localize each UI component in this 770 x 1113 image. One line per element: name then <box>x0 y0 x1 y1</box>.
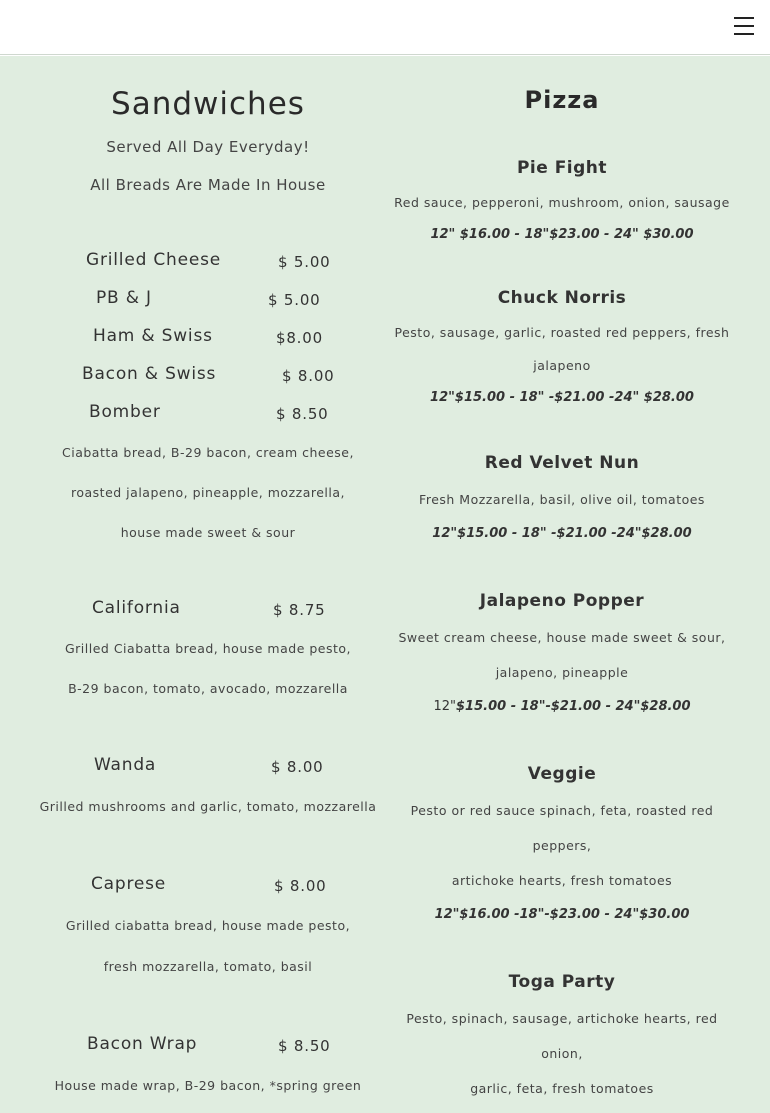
pizza-description: Fresh Mozzarella, basil, olive oil, tomatoes <box>419 492 705 507</box>
pizza-description: artichoke hearts, fresh tomatoes <box>451 873 673 888</box>
item-description: house made sweet & sour <box>120 525 296 540</box>
item-name: California <box>92 598 181 618</box>
pizza-price: 12"$15.00 - 18" -$21.00 -24" $28.00 <box>430 390 694 405</box>
item-name: Caprese <box>91 874 167 894</box>
pizza-name: Chuck Norris <box>497 288 627 308</box>
pizza-description: jalapeno <box>533 358 591 373</box>
pizza-price: 12"$15.00 - 18" -$21.00 -24"$28.00 <box>432 526 692 541</box>
item-price: $8.00 <box>276 329 323 347</box>
item-name: PB & J <box>96 288 152 308</box>
item-price: $ 8.50 <box>276 405 329 423</box>
item-price: $ 8.00 <box>282 367 335 385</box>
top-bar <box>0 0 770 55</box>
item-name: Wanda <box>94 755 157 775</box>
item-price: $ 5.00 <box>268 291 321 309</box>
item-price: $ 8.00 <box>274 877 327 895</box>
pizza-description: garlic, feta, fresh tomatoes <box>470 1081 654 1096</box>
sandwiches-subtitle: Served All Day Everyday! <box>106 138 310 156</box>
item-name: Bomber <box>89 402 161 422</box>
pizza-description: Pesto, sausage, garlic, roasted red peppers, fresh <box>394 325 730 340</box>
item-price: $ 8.75 <box>273 601 326 619</box>
pizza-price: 12"$16.00 -18"-$23.00 - 24"$30.00 <box>434 907 690 922</box>
pizza-description: Pesto or red sauce spinach, feta, roasted red <box>410 803 714 818</box>
item-price: $ 8.50 <box>278 1037 331 1055</box>
item-description: House made wrap, B-29 bacon, *spring green <box>54 1078 362 1093</box>
item-description: fresh mozzarella, tomato, basil <box>103 959 313 974</box>
pizza-description: Red sauce, pepperoni, mushroom, onion, sausage <box>394 195 730 210</box>
item-description: Grilled mushrooms and garlic, tomato, mozzarella <box>39 799 377 814</box>
pizza-price-size: 12" <box>433 699 456 714</box>
pizza-price-values: $15.00 - 18"-$21.00 - 24"$28.00 <box>456 699 691 714</box>
pizza-description: jalapeno, pineapple <box>495 665 629 680</box>
item-name: Ham & Swiss <box>93 326 213 346</box>
hamburger-icon[interactable] <box>734 17 754 37</box>
item-name: Grilled Cheese <box>86 250 222 270</box>
pizza-description: Pesto, spinach, sausage, artichoke hearts, red <box>406 1011 718 1026</box>
item-description: Grilled ciabatta bread, house made pesto, <box>65 918 351 933</box>
pizza-name: Pie Fight <box>516 158 608 178</box>
item-description: Grilled Ciabatta bread, house made pesto, <box>64 641 352 656</box>
item-name: Bacon Wrap <box>87 1034 198 1054</box>
pizza-description: Sweet cream cheese, house made sweet & sour, <box>398 630 726 645</box>
pizza-name: Red Velvet Nun <box>484 453 640 473</box>
item-price: $ 8.00 <box>271 758 324 776</box>
pizza-description: peppers, <box>532 838 592 853</box>
pizza-name: Veggie <box>527 764 597 784</box>
item-description: roasted jalapeno, pineapple, mozzarella, <box>71 485 345 500</box>
item-price: $ 5.00 <box>278 253 331 271</box>
item-name: Bacon & Swiss <box>82 364 217 384</box>
pizza-price <box>386 699 738 714</box>
pizza-name: Jalapeno Popper <box>479 591 645 611</box>
menu-content <box>0 56 770 1113</box>
pizza-name: Toga Party <box>508 972 616 992</box>
sandwiches-title: Sandwiches <box>111 86 305 122</box>
item-description: B-29 bacon, tomato, avocado, mozzarella <box>68 681 348 696</box>
pizza-price: 12" $16.00 - 18"$23.00 - 24" $30.00 <box>430 227 694 242</box>
pizza-title: Pizza <box>524 86 600 114</box>
pizza-description: onion, <box>541 1046 583 1061</box>
item-description: Ciabatta bread, B-29 bacon, cream cheese, <box>62 445 354 460</box>
sandwiches-subtitle: All Breads Are Made In House <box>90 176 326 194</box>
